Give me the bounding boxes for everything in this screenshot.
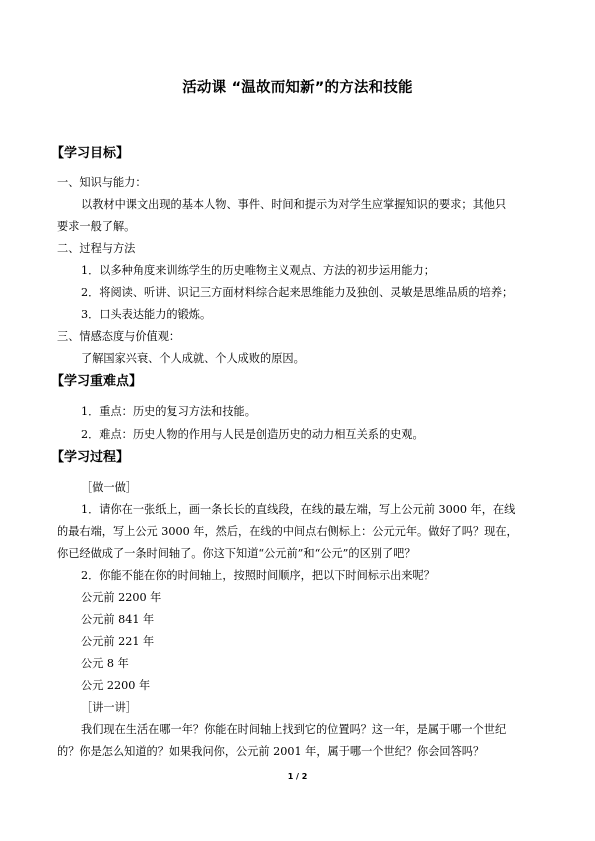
process-paragraph-line: 2．你能不能在你的时间轴上，按照时间顺序，把以下时间标示出来呢？ (81, 569, 435, 582)
goals-subheading-process: 二、过程与方法 (57, 242, 136, 255)
activity-label-talk: ［讲一讲］ (81, 701, 137, 714)
goals-list-item: 3．口头表达能力的锻炼。 (81, 308, 212, 321)
process-paragraph-line: 的？你是怎么知道的？如果我问你，公元前 2001 年，属于哪一个世纪？你会回答吗？ (57, 745, 485, 758)
goals-subheading-knowledge: 一、知识与能力： (57, 176, 147, 189)
process-paragraph-line: 1．请你在一张纸上，画一条长长的直线段，在线的最左端，写上公元前 3000 年，在线 (81, 503, 516, 516)
key-point-item: 2．难点：历史人物的作用与人民是创造历史的动力相互关系的史观。 (81, 428, 424, 441)
page-number: 1 / 2 (287, 772, 308, 781)
goals-paragraph-line: 了解国家兴衰、个人成就、个人成败的原因。 (81, 352, 305, 365)
goals-paragraph-line: 以教材中课文出现的基本人物、事件、时间和提示为对学生应掌握知识的要求；其他只 (81, 198, 507, 211)
section-heading-process: 【学习过程】 (51, 450, 130, 465)
date-list-item: 公元前 841 年 (81, 613, 155, 626)
date-list-item: 公元前 221 年 (81, 635, 155, 648)
goals-list-item: 2．将阅读、听讲、识记三方面材料综合起来思维能力及独创、灵敏是思维品质的培养； (81, 286, 514, 299)
process-paragraph-line: 你已经做成了一条时间轴了。你这下知道“公元前”和“公元”的区别了吧？ (57, 547, 416, 560)
date-list-item: 公元 2200 年 (81, 679, 151, 692)
process-paragraph-line: 的最右端，写上公元 3000 年，然后，在线的中间点右侧标上：公元元年。做好了吗？现在， (57, 525, 518, 538)
process-paragraph-line: 我们现在生活在哪一年？你能在时间轴上找到它的位置吗？这一年，是属于哪一个世纪 (81, 723, 507, 736)
section-heading-key-points: 【学习重难点】 (51, 374, 143, 389)
activity-label-do: ［做一做］ (81, 481, 137, 494)
date-list-item: 公元前 2200 年 (81, 591, 162, 604)
section-heading-goals: 【学习目标】 (51, 146, 130, 161)
page-title: 活动课 “温故而知新”的方法和技能 (182, 80, 413, 96)
goals-paragraph-line: 要求一般了解。 (57, 220, 136, 233)
date-list-item: 公元 8 年 (81, 657, 129, 670)
goals-subheading-values: 三、情感态度与价值观： (57, 330, 181, 343)
goals-list-item: 1．以多种角度来训练学生的历史唯物主义观点、方法的初步运用能力； (81, 264, 435, 277)
key-point-item: 1．重点：历史的复习方法和技能。 (81, 405, 256, 418)
